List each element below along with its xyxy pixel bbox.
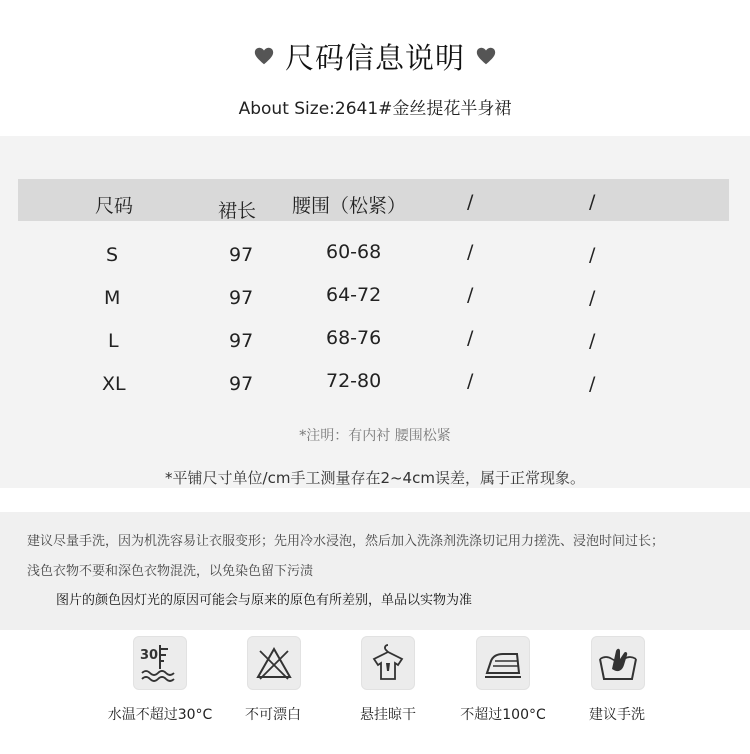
table-header-waist: 腰围（松紧）: [292, 195, 407, 217]
page-subtitle: About Size:2641#金丝提花半身裙: [238, 99, 512, 119]
table-header-empty-2: /: [589, 191, 596, 213]
table-cell-waist: 64-72: [326, 284, 382, 306]
table-cell-length: 97: [229, 373, 254, 395]
table-cell-size: M: [104, 287, 121, 309]
table-header-size: 尺码: [95, 195, 134, 217]
care-line-color-notice: 图片的颜色因灯光的原因可能会与原来的原色有所差别，单品以实物为准: [56, 593, 473, 608]
table-cell-waist: 68-76: [326, 327, 382, 349]
care-label-hand-wash: 建议手洗: [589, 707, 645, 723]
table-cell-waist: 72-80: [326, 370, 382, 392]
care-line-wash: 建议尽量手洗，因为机洗容易让衣服变形；先用冷水浸泡，然后加入洗涤剂洗涤切记用力搓洗、浸泡时间过长；: [27, 534, 665, 549]
table-cell-length: 97: [229, 244, 254, 266]
table-cell-empty: /: [589, 373, 596, 395]
table-header-empty-1: /: [467, 191, 474, 213]
care-label-water-temp: 水温不超过30°C: [107, 707, 213, 723]
svg-text:30: 30: [140, 648, 159, 663]
measurement-disclaimer: *平铺尺寸单位/cm手工测量存在2~4cm误差，属于正常现象。: [165, 469, 585, 487]
hand-wash-icon: [591, 636, 645, 690]
table-cell-empty: /: [589, 330, 596, 352]
care-label-no-bleach: 不可漂白: [245, 707, 301, 723]
table-cell-length: 97: [229, 287, 254, 309]
care-label-iron-temp: 不超过100°C: [460, 707, 546, 723]
heart-icon: [253, 45, 275, 67]
table-cell-size: L: [108, 330, 119, 352]
table-note: *注明：有内衬 腰围松紧: [299, 428, 451, 444]
table-cell-size: XL: [102, 373, 126, 395]
table-cell-empty: /: [589, 287, 596, 309]
table-cell-empty: /: [589, 244, 596, 266]
care-line-separate: 浅色衣物不要和深色衣物混洗，以免染色留下污渍: [27, 564, 314, 579]
water-temperature-30-icon: [133, 636, 187, 690]
table-cell-empty: /: [467, 241, 474, 263]
heart-icon: [475, 45, 497, 67]
table-cell-length: 97: [229, 330, 254, 352]
page-title: 尺码信息说明: [284, 40, 465, 75]
table-header-length: 裙长: [218, 200, 257, 222]
table-cell-empty: /: [467, 370, 474, 392]
no-bleach-icon: [247, 636, 301, 690]
table-cell-empty: /: [467, 284, 474, 306]
iron-icon: [476, 636, 530, 690]
hang-dry-icon: [361, 636, 415, 690]
table-cell-empty: /: [467, 327, 474, 349]
page-title-row: [0, 34, 750, 78]
table-cell-waist: 60-68: [326, 241, 382, 263]
table-cell-size: S: [106, 244, 119, 266]
care-label-hang-dry: 悬挂晾干: [360, 707, 416, 723]
